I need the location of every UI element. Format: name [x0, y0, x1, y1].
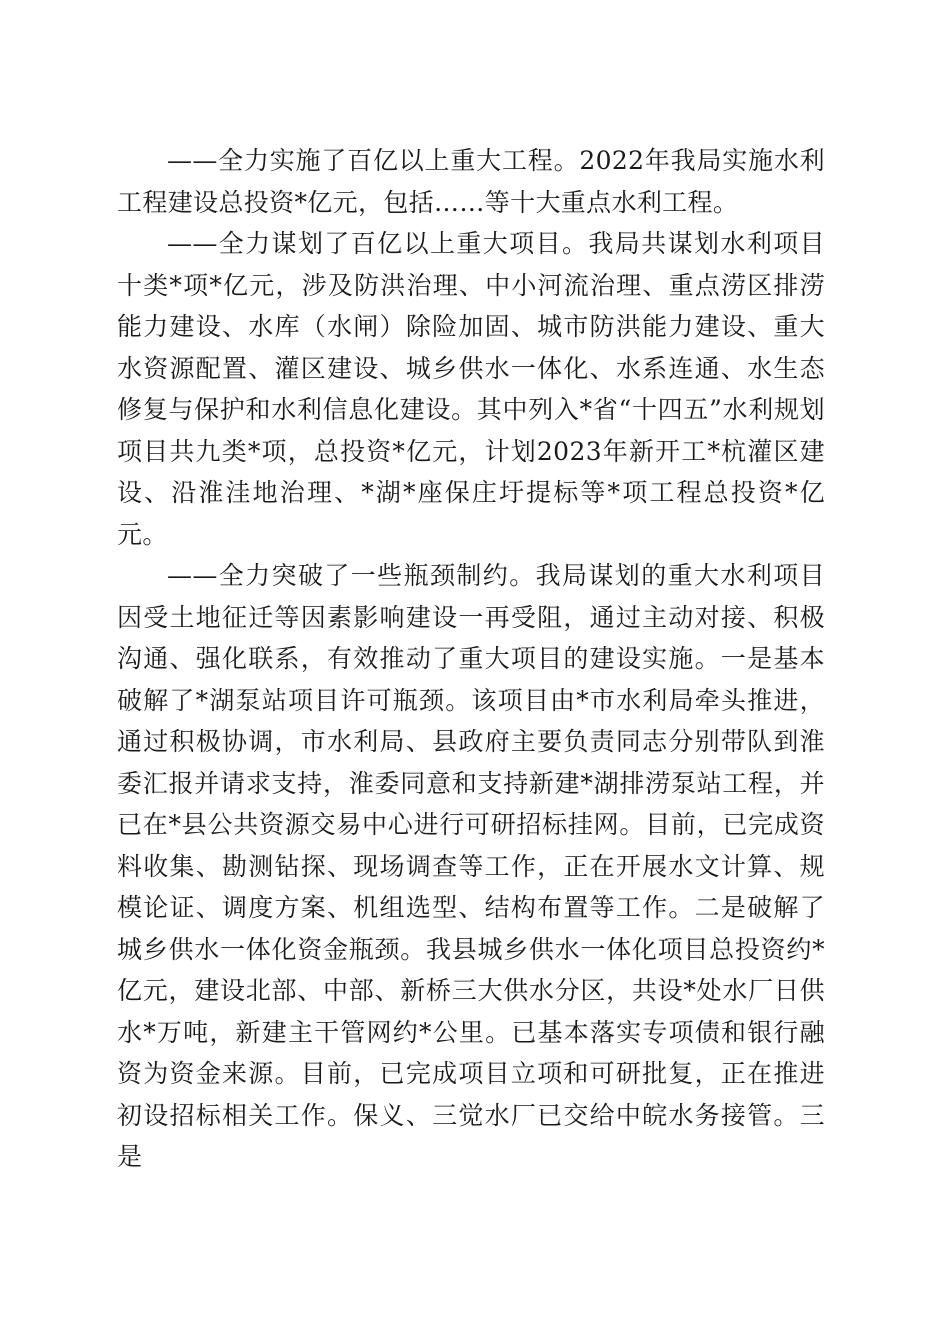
- paragraph-major-projects-implemented: ——全力实施了百亿以上重大工程。2022年我局实施水利工程建设总投资*亿元，包括……等十大重点水利工程。: [117, 146, 825, 217]
- document-body: [117, 140, 825, 1178]
- paragraph-bottleneck-breakthroughs: ——全力突破了一些瓶颈制约。我局谋划的重大水利项目因受土地征迁等因素影响建设一再受阻，通过主动对接、积极沟通、强化联系，有效推动了重大项目的建设实施。一是基本破解了*湖泵站项目许可瓶颈。该项目由*市水利局牵头推进，通过积极协调，市水利局、县政府主要负责同志分别带队到淮委汇报并请求支持，淮委同意和支持新建*湖排涝泵站工程，并已在*县公共资源交易中心进行可研招标挂网。目前，已完成资料收集、勘测钻探、现场调查等工作，正在开展水文计算、规模论证、调度方案、机组选型、结构布置等工作。二是破解了城乡供水一体化资金瓶颈。我县城乡供水一体化项目总投资约*亿元，建设北部、中部、新桥三大供水分区，共设*处水厂日供水*万吨，新建主干管网约*公里。已基本落实专项债和银行融资为资金来源。目前，已完成项目立项和可研批复，正在推进初设招标相关工作。保义、三觉水厂已交给中皖水务接管。三是: [117, 561, 825, 1171]
- paragraph-major-projects-planned: ——全力谋划了百亿以上重大项目。我局共谋划水利项目十类*项*亿元，涉及防洪治理、中小河流治理、重点涝区排涝能力建设、水库（水闸）除险加固、城市防洪能力建设、重大水资源配置、灌区建设、城乡供水一体化、水系连通、水生态修复与保护和水利信息化建设。其中列入*省“十四五”水利规划项目共九类*项，总投资*亿元，计划2023年新开工*杭灌区建设、沿淮洼地治理、*湖*座保庄圩提标等*项工程总投资*亿元。: [117, 229, 825, 549]
